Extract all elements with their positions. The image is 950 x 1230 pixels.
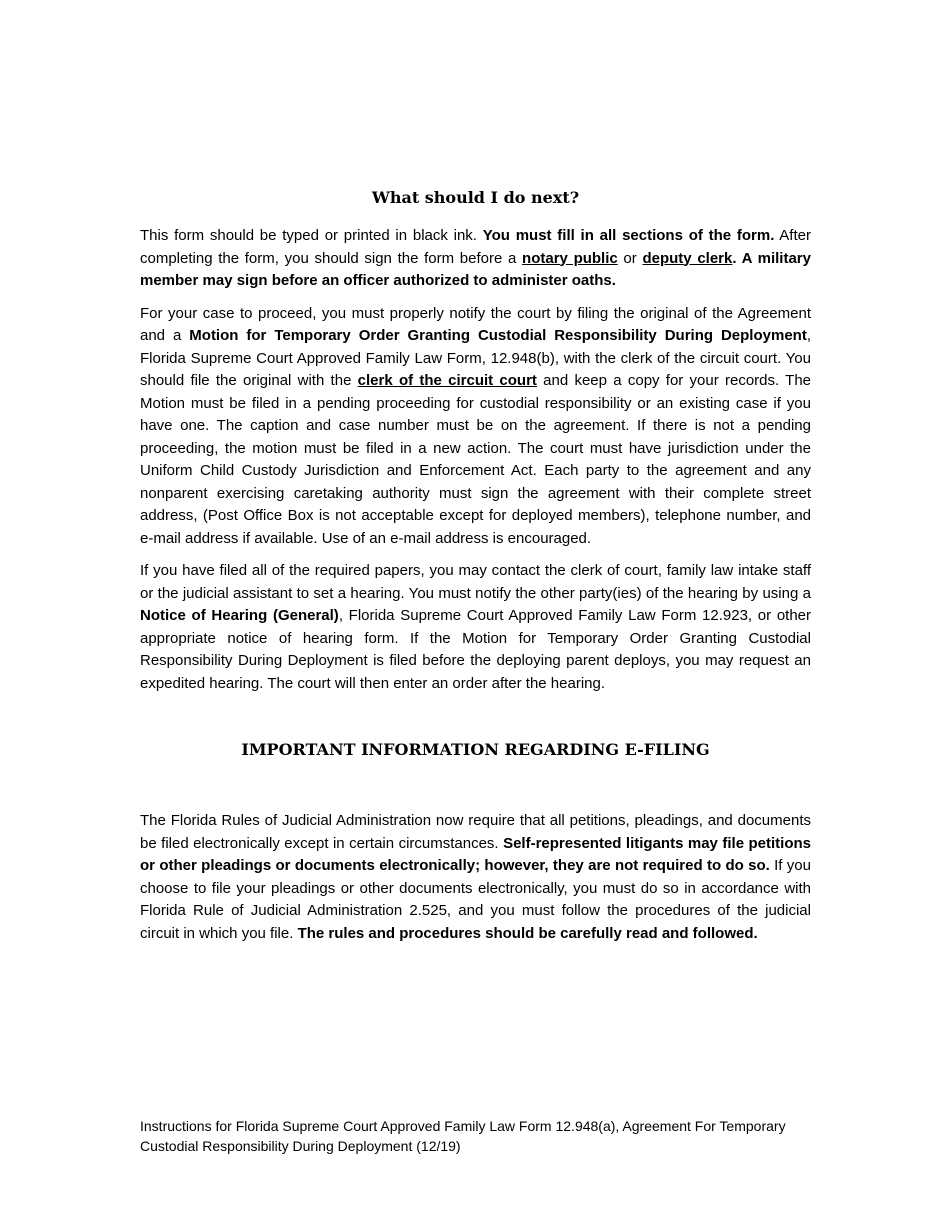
paragraph-filing-instructions [140,303,811,551]
paragraph-form-instructions [140,225,811,293]
footer-line-2: Custodial Responsibility During Deployment (12/19) [140,1138,461,1154]
text-span: , Florida Supreme Court Approved Family Law Form 12.923, or other appropriate notice of hearing form. If the Motion for Temporary Order Granting Custodial Responsibility During Deployment is filed before the deploying parent deploys, you may request an expedited hearing. The court will then enter an order after the hearing. [140,607,812,692]
text-span: , Florida Supreme Court Approved Family Law Form, 12.948(b), with the clerk of the circuit court. You should file the original with the [140,327,811,389]
bold-text: Self-represented litigants may file petitions or other pleadings or documents electronically; however, they are not required to do so. [140,834,811,874]
text-span: If you choose to file your pleadings or other documents electronically, you must do so in accordance with Florida Rule of Judicial Administration 2.525, and you must follow the procedures of the judicial circuit in which you file. [140,857,811,942]
bold-text: The rules and procedures should be carefully read and followed. [297,924,758,942]
section-heading-what-next: What should I do next? [371,188,580,207]
deputy-clerk-term: deputy clerk [642,249,733,267]
text-span: For your case to proceed, you must properly notify the court by filing the original of the Agreement and a [140,304,811,344]
page-footer [140,1116,830,1156]
section-heading-efiling: IMPORTANT INFORMATION REGARDING E-FILING [241,740,710,759]
text-span: The Florida Rules of Judicial Administration now require that all petitions, pleadings, and documents be filed electronically except in certain circumstances. [140,812,811,852]
notice-of-hearing-title: Notice of Hearing (General) [140,607,339,624]
footer-line-1: Instructions for Florida Supreme Court Approved Family Law Form 12.948(a), Agreement For Temporary [140,1118,786,1134]
paragraph-hearing-instructions [140,560,811,695]
bold-text: . A military member may sign before an officer authorized to administer oaths. [140,249,811,289]
notary-public-term: notary public [522,249,618,267]
document-body [140,186,811,955]
text-span: or [617,249,643,267]
text-span: This form should be typed or printed in black ink. [140,227,483,244]
motion-form-title: Motion for Temporary Order Granting Custodial Responsibility During Deployment [189,327,807,344]
paragraph-efiling-info [140,810,811,945]
text-span: If you have filed all of the required papers, you may contact the clerk of court, family law intake staff or the judicial assistant to set a hearing. You must notify the other party(ies) of the hearing by using a [140,562,811,602]
text-span: and keep a copy for your records. The Motion must be filed in a pending proceeding for custodial responsibility or an existing case if you have one. The caption and case number must be on the agreement. If there is not a pending proceeding, the motion must be filed in a new action. The court must have jurisdiction under the Uniform Child Custody Jurisdiction and Enforcement Act. Each party to the agreement and any nonparent exercising caretaking authority must sign the agreement with their complete street address, (Post Office Box is not acceptable except for deployed members), telephone number, and e-mail address if available. Use of an e-mail address is encouraged. [140,372,812,547]
text-span: After completing the form, you should sign the form before a [140,227,811,267]
clerk-circuit-court-term: clerk of the circuit court [357,372,537,389]
bold-text: You must fill in all sections of the form. [482,227,775,244]
